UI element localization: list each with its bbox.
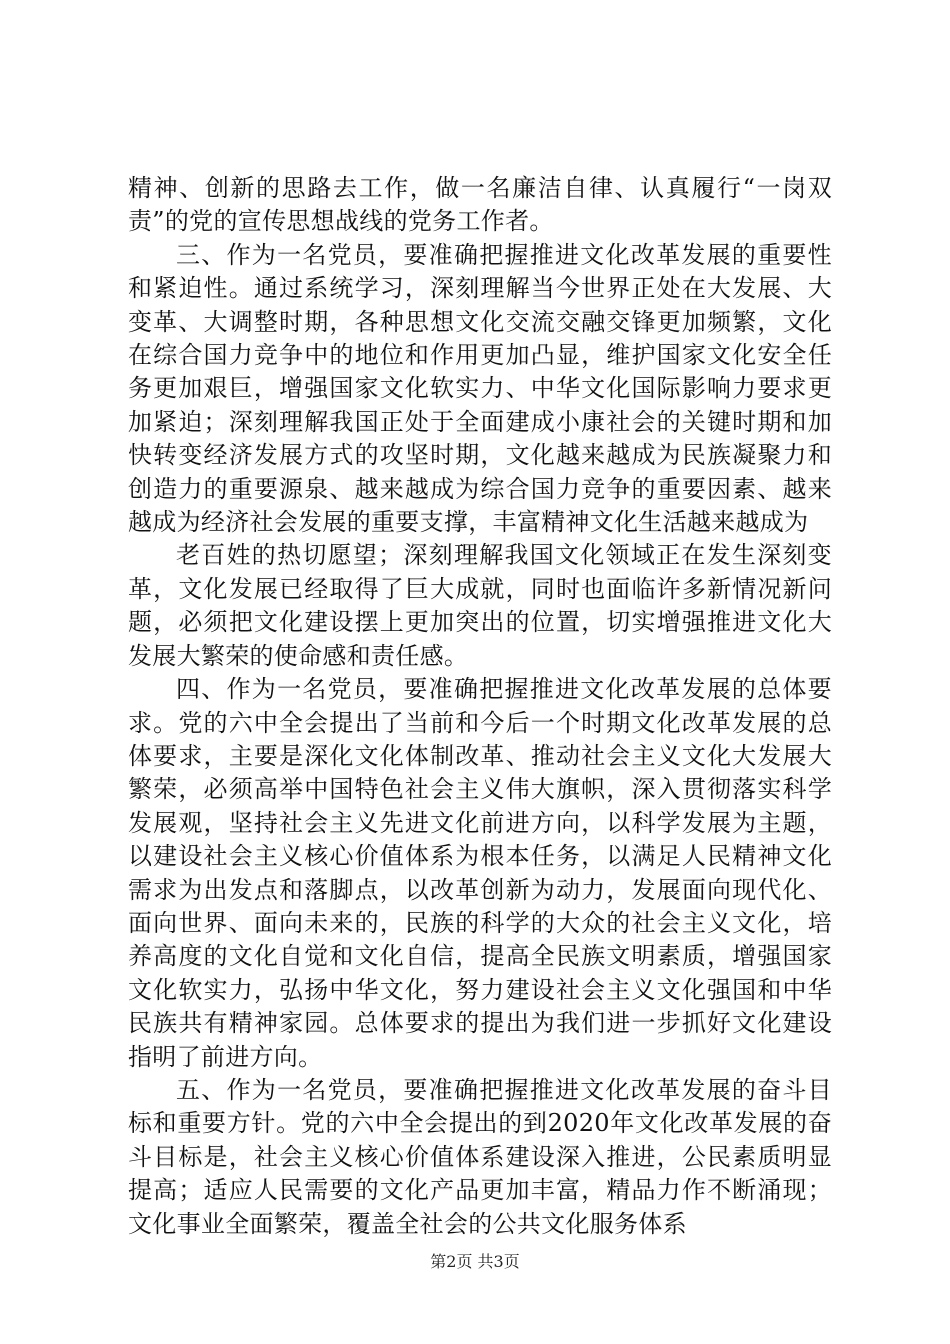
document-body <box>128 172 832 1241</box>
paragraph-4: 四、作为一名党员，要准确把握推进文化改革发展的总体要求。党的六中全会提出了当前和今后一个时期文化改革发展的总体要求，主要是深化文化体制改革、推动社会主义文化大发展大繁荣，必须高举中国特色社会主义伟大旗帜，深入贯彻落实科学发展观，坚持社会主义先进文化前进方向，以科学发展为主题，以建设社会主义核心价值体系为根本任务，以满足人民精神文化需求为出发点和落脚点，以改革创新为动力，发展面向现代化、面向世界、面向未来的，民族的科学的大众的社会主义文化，培养高度的文化自觉和文化自信，提高全民族文明素质，增强国家文化软实力，弘扬中华文化，努力建设社会主义文化强国和中华民族共有精神家园。总体要求的提出为我们进一步抓好文化建设指明了前进方向。 <box>128 675 832 1071</box>
paragraph-1: 精神、创新的思路去工作，做一名廉洁自律、认真履行“一岗双责”的党的宣传思想战线的党务工作者。 <box>128 174 832 236</box>
paragraph-5: 五、作为一名党员，要准确把握推进文化改革发展的奋斗目标和重要方针。党的六中全会提出的到2020年文化改革发展的奋斗目标是，社会主义核心价值体系建设深入推进，公民素质明显提高；适应人民需要的文化产品更加丰富，精品力作不断涌现；文化事业全面繁荣，覆盖全社会的公共文化服务体系 <box>128 1075 832 1238</box>
page-number-footer: 第2页 共3页 <box>430 1252 520 1271</box>
paragraph-3: 老百姓的热切愿望；深刻理解我国文化领域正在发生深刻变革，文化发展已经取得了巨大成就，同时也面临许多新情况新问题，必须把文化建设摆上更加突出的位置，切实增强推进文化大发展大繁荣的使命感和责任感。 <box>128 541 832 670</box>
paragraph-2: 三、作为一名党员，要准确把握推进文化改革发展的重要性和紧迫性。通过系统学习，深刻理解当今世界正处在大发展、大变革、大调整时期，各种思想文化交流交融交锋更加频繁，文化在综合国力竞争中的地位和作用更加凸显，维护国家文化安全任务更加艰巨，增强国家文化软实力、中华文化国际影响力要求更加紧迫；深刻理解我国正处于全面建成小康社会的关键时期和加快转变经济发展方式的攻坚时期，文化越来越成为民族凝聚力和创造力的重要源泉、越来越成为综合国力竞争的重要因素、越来越成为经济社会发展的重要支撑，丰富精神文化生活越来越成为 <box>128 240 832 537</box>
